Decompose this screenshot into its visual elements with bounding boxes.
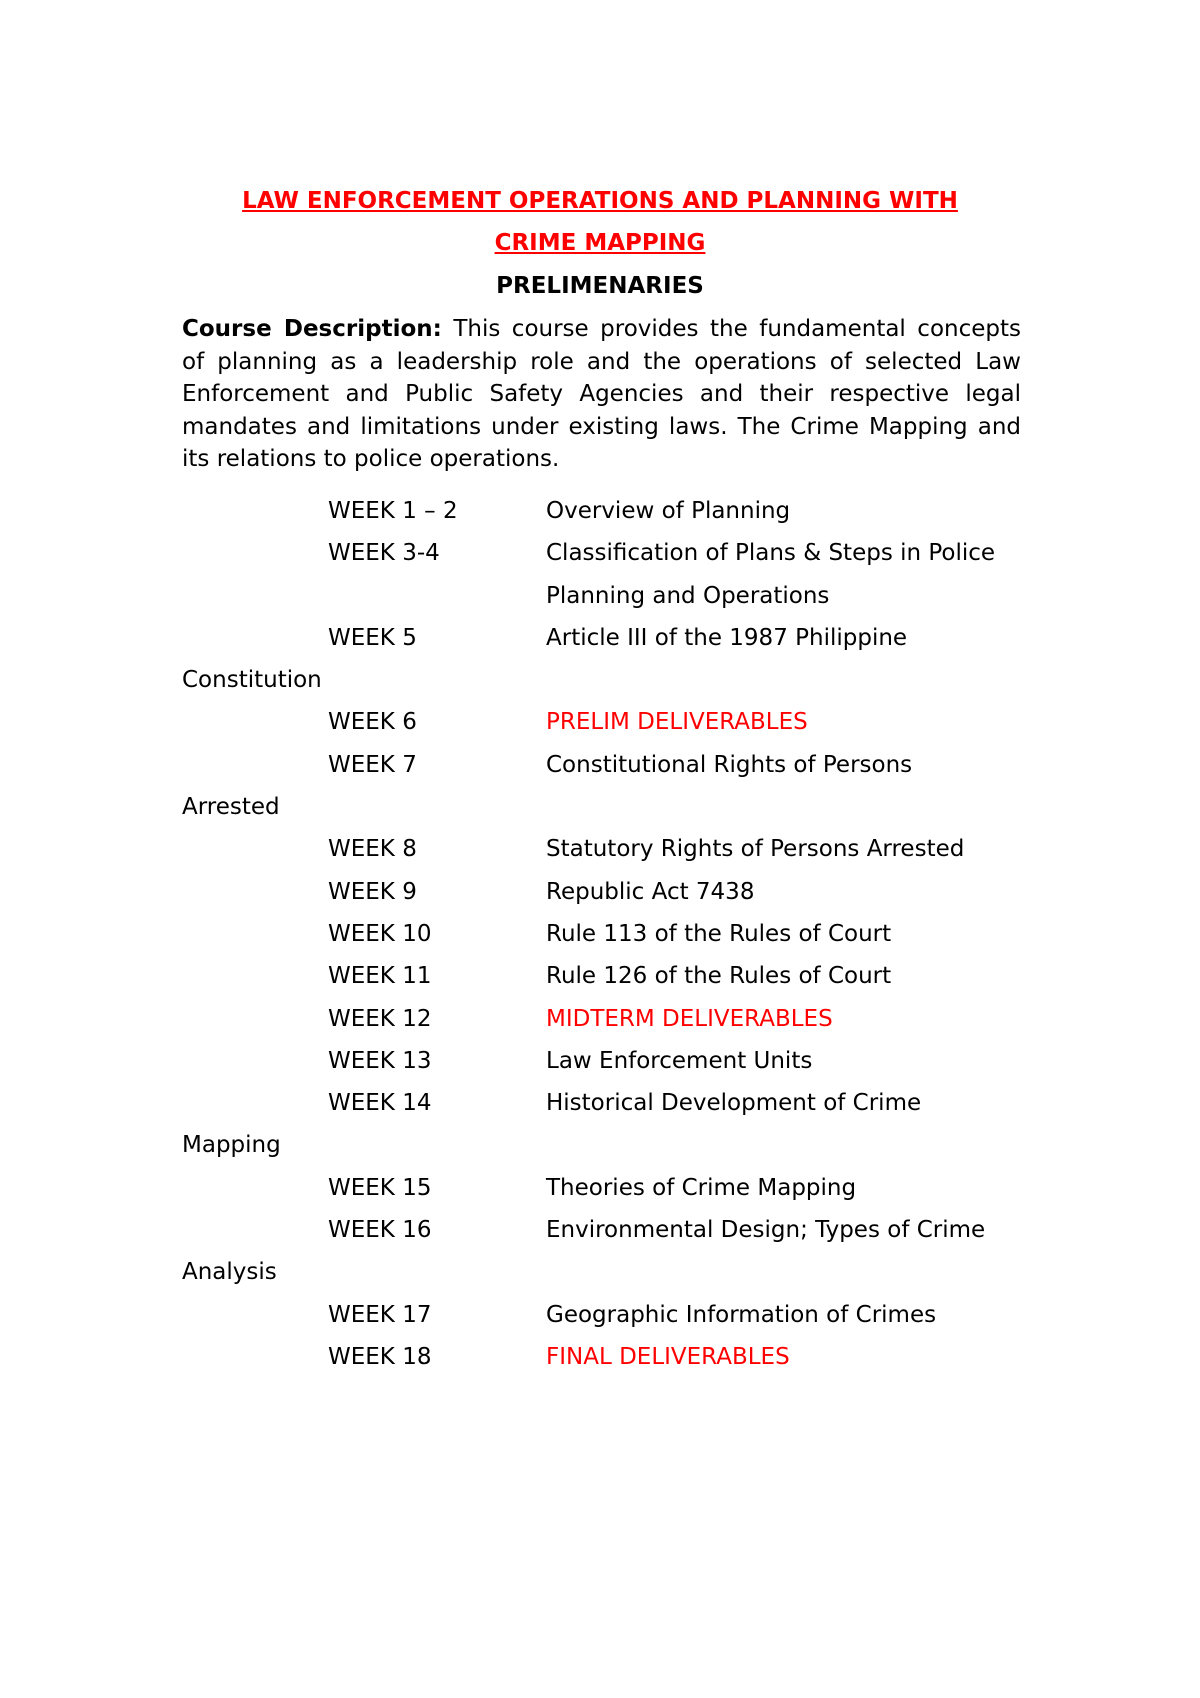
schedule-topic: Historical Development of Crime (546, 1090, 922, 1117)
schedule-week: WEEK 5 (328, 624, 417, 651)
schedule-row (182, 575, 1042, 617)
schedule-topic: Theories of Crime Mapping (546, 1174, 857, 1201)
schedule-week: WEEK 13 (328, 1047, 432, 1074)
schedule-week: WEEK 3-4 (328, 540, 440, 567)
schedule-week: WEEK 16 (328, 1217, 432, 1244)
schedule-continuation-row (182, 659, 1042, 701)
schedule-week: WEEK 10 (328, 920, 432, 947)
schedule-topic: Republic Act 7438 (546, 878, 755, 905)
document-title-line2: CRIME MAPPING (494, 230, 706, 256)
course-description (182, 313, 1021, 476)
course-description-text: This course provides the fundamental concepts of planning as a leadership role and the operations of selected Law Enforcement and Public Safety Agencies and their respective legal mandates and limitations under existing laws. The Crime Mapping and its relations to police operations. (182, 316, 1021, 472)
schedule-row (182, 828, 1042, 870)
schedule-topic: Rule 126 of the Rules of Court (546, 963, 892, 990)
schedule-row (182, 744, 1042, 786)
schedule-topic: Law Enforcement Units (546, 1047, 813, 1074)
schedule-week: WEEK 6 (328, 709, 417, 736)
schedule-topic: Statutory Rights of Persons Arrested (546, 836, 965, 863)
schedule-row (182, 1209, 1042, 1251)
schedule-row (182, 998, 1042, 1040)
schedule-continuation-row (182, 786, 1042, 828)
schedule-topic-deliverable: MIDTERM DELIVERABLES (546, 1005, 833, 1032)
schedule-topic-deliverable: FINAL DELIVERABLES (546, 1343, 790, 1370)
schedule-week: WEEK 17 (328, 1301, 432, 1328)
schedule-week: WEEK 8 (328, 836, 417, 863)
schedule-topic: Planning and Operations (546, 582, 830, 609)
schedule-row (182, 871, 1042, 913)
course-description-label: Course Description: (182, 316, 442, 342)
schedule-row (182, 532, 1042, 574)
schedule-row (182, 617, 1042, 659)
schedule-topic-continuation: Analysis (182, 1259, 277, 1286)
schedule-week: WEEK 14 (328, 1090, 432, 1117)
schedule-row (182, 913, 1042, 955)
schedule-week: WEEK 11 (328, 963, 432, 990)
schedule-continuation-row (182, 1251, 1042, 1293)
schedule-row (182, 701, 1042, 743)
schedule-week: WEEK 1 – 2 (328, 498, 458, 524)
schedule-week: WEEK 9 (328, 878, 417, 905)
schedule-list (182, 490, 1042, 1378)
schedule-topic: Geographic Information of Crimes (546, 1301, 937, 1328)
schedule-row (182, 490, 1042, 532)
schedule-topic-deliverable: PRELIM DELIVERABLES (546, 709, 808, 736)
schedule-topic: Classification of Plans & Steps in Police (546, 540, 996, 567)
section-heading: PRELIMENARIES (496, 273, 704, 299)
schedule-topic: Overview of Planning (546, 498, 791, 524)
schedule-topic: Article III of the 1987 Philippine (546, 624, 908, 651)
schedule-row (182, 1336, 1042, 1378)
schedule-topic: Rule 113 of the Rules of Court (546, 920, 892, 947)
schedule-continuation-row (182, 1124, 1042, 1166)
schedule-topic-continuation: Constitution (182, 667, 322, 694)
schedule-topic: Constitutional Rights of Persons (546, 751, 913, 778)
schedule-row (182, 1167, 1042, 1209)
schedule-week: WEEK 12 (328, 1005, 432, 1032)
schedule-week: WEEK 18 (328, 1343, 432, 1370)
document-title-line1: LAW ENFORCEMENT OPERATIONS AND PLANNING WITH (242, 188, 958, 214)
schedule-topic-continuation: Arrested (182, 794, 280, 821)
schedule-week: WEEK 15 (328, 1174, 432, 1201)
schedule-topic-continuation: Mapping (182, 1132, 281, 1159)
schedule-row (182, 1294, 1042, 1336)
schedule-row (182, 1082, 1042, 1124)
schedule-row (182, 955, 1042, 997)
schedule-row (182, 1040, 1042, 1082)
schedule-topic: Environmental Design; Types of Crime (546, 1217, 986, 1244)
schedule-week: WEEK 7 (328, 751, 417, 778)
